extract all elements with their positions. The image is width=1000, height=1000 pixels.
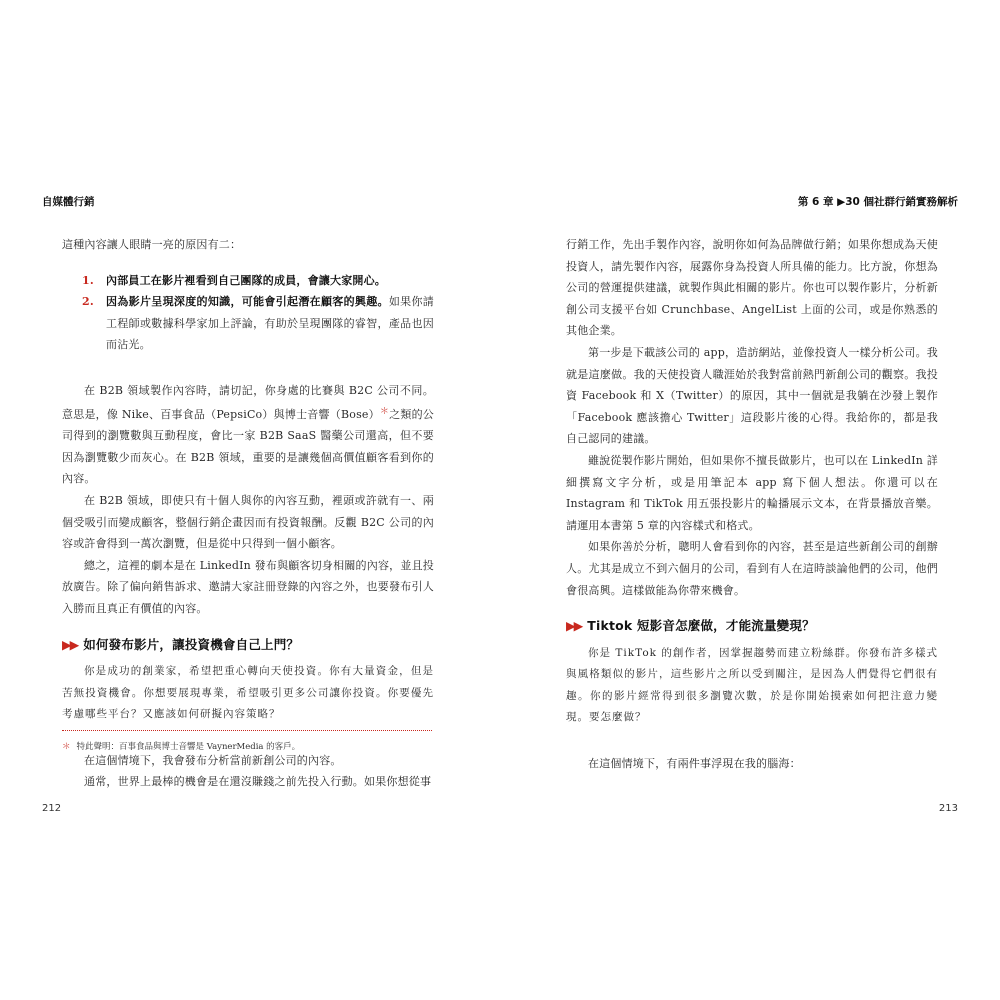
- right-body: [566, 234, 938, 775]
- footnote-star: ＊: [62, 742, 71, 752]
- paragraph: 在 B2B 領域，即使只有十個人與你的內容互動，裡頭或許就有一、兩個受吸引而變成顧客，整個行銷企畫因而有投資報酬。反觀 B2C 公司的內容或許會得到一萬次瀏覽，但是從中只得到一個小顧客。: [62, 493, 434, 551]
- running-header: [798, 194, 958, 209]
- left-body: [62, 234, 434, 793]
- paragraph: 第一步是下載該公司的 app，造訪網站，並像投資人一樣分析公司。我就是這麼做。我的天使投資人職涯始於我對當前熱門新創公司的觀察。我投資 Facebook 和 X（Twitter）的原因，其中一個就是我躺在沙發上製作「Facebook 應該擔心 Twitter」這段影片後的心得。我給你的，都是我自己認同的建議。: [566, 345, 938, 446]
- footnote-text: 特此聲明：百事食品與博士音響是 VaynerMedia 的客戶。: [76, 742, 301, 752]
- list-item-bold: 內部員工在影片裡看到自己團隊的成員，會讓大家開心。: [106, 273, 386, 287]
- section-heading: [566, 615, 938, 637]
- paragraph: 通常，世界上最棒的機會是在還沒賺錢之前先投入行動。如果你想從事: [84, 775, 432, 789]
- section-heading: [62, 634, 434, 656]
- chapter-label: 第 6 章: [797, 196, 834, 208]
- intro-paragraph: 這種內容讓人眼睛一亮的原因有二：: [62, 238, 242, 251]
- list-item: [62, 291, 434, 356]
- list-number: 1.: [82, 273, 94, 287]
- list-item-text: 如果你請工程師或數據科學家加上評論，有助於呈現團隊的睿智，產品也因而沾光。: [106, 295, 435, 352]
- chapter-title: 30 個社群行銷實務解析: [845, 196, 958, 208]
- heading-arrow-icon: ▶▶: [566, 618, 582, 634]
- paragraph: 如果你善於分析，聰明人會看到你的內容，甚至是這些新創公司的創辦人。尤其是成立不到六個月的公司，看到有人在這時談論他們的公司，他們會很高興。這樣做能為你帶來機會。: [566, 540, 938, 597]
- heading-text: Tiktok 短影音怎麼做，才能流量變現？: [587, 618, 815, 634]
- paragraph-text: 之類的公司得到的瀏覽數與互動程度，會比一家 B2B SaaS 醫藥公司還高，但不要因為瀏覽數少而灰心。在 B2B 領域，重要的是讓幾個高價值顧客看到你的內容。: [62, 407, 434, 486]
- running-header: 自媒體行銷: [42, 196, 95, 208]
- list-item: [62, 270, 434, 292]
- paragraph-b2b: [62, 380, 434, 490]
- scenario-quote: 你是 TikTok 的創作者，因掌握趨勢而建立粉絲群。你發布許多樣式與風格類似的影片，這些影片之所以受到關注，是因為人們覺得它們很有趣。你的影片經常得到很多瀏覽次數，於是你開始摸索如何把注意力變現。要怎麼做？: [566, 646, 938, 724]
- paragraph: 在這個情境下，我會發布分析當前新創公司的內容。: [84, 753, 342, 767]
- paragraph: 在這個情境下，有兩件事浮現在我的腦海：: [588, 757, 801, 771]
- heading-text: 如何發布影片，讓投資機會自己上門？: [83, 636, 300, 652]
- scenario-quote: 你是成功的創業家，希望把重心轉向天使投資。你有大量資金，但是苦無投資機會。你想要展現專業，希望吸引更多公司讓你投資。你要優先考慮哪些平台？又應該如何研擬內容策略？: [62, 665, 434, 721]
- page-number: 213: [938, 803, 958, 814]
- paragraph: 雖說從製作影片開始，但如果你不擅長做影片，也可以在 LinkedIn 詳細撰寫文字分析，或是用筆記本 app 寫下個人想法。你還可以在 Instagram 和 TikTok 用五張投影片的輪播展示文本，在背景播放音樂。請運用本書第 5 章的內容樣式和格式。: [566, 453, 938, 532]
- list-number: 2.: [82, 295, 94, 309]
- list-item-bold: 因為影片呈現深度的知識，可能會引起潛在顧客的興趣。: [106, 295, 389, 309]
- reasons-list: [62, 270, 434, 356]
- paragraph-text: 在 B2B 領域製作內容時，請切記，你身處的比賽與 B2C 公司不同。意思是，像 Nike、百事食品（PepsiCo）與博士音響（Bose）: [62, 383, 434, 421]
- footnote-marker: ＊: [379, 406, 390, 417]
- paragraph: 行銷工作，先出手製作內容，說明你如何為品牌做行銷；如果你想成為天使投資人，請先製作內容，展露你身為投資人所具備的能力。比方說，你想為公司的營運提供建議，就製作與此相關的影片。你也可以製作影片，分析新創公司支援平台如 Crunchbase、AngelList 上面的公司，或是你熟悉的其他企業。: [566, 238, 938, 338]
- footnote-divider: [62, 730, 432, 731]
- chapter-arrow-icon: ▶: [837, 196, 846, 208]
- page-number: 212: [42, 803, 62, 814]
- footnote: [62, 740, 300, 752]
- paragraph: 總之，這裡的劇本是在 LinkedIn 發布與顧客切身相關的內容，並且投放廣告。除了偏向銷售訴求、邀請大家註冊登錄的內容之外，也要發布引人入勝而且真正有價值的內容。: [62, 558, 434, 615]
- heading-arrow-icon: ▶▶: [62, 636, 78, 652]
